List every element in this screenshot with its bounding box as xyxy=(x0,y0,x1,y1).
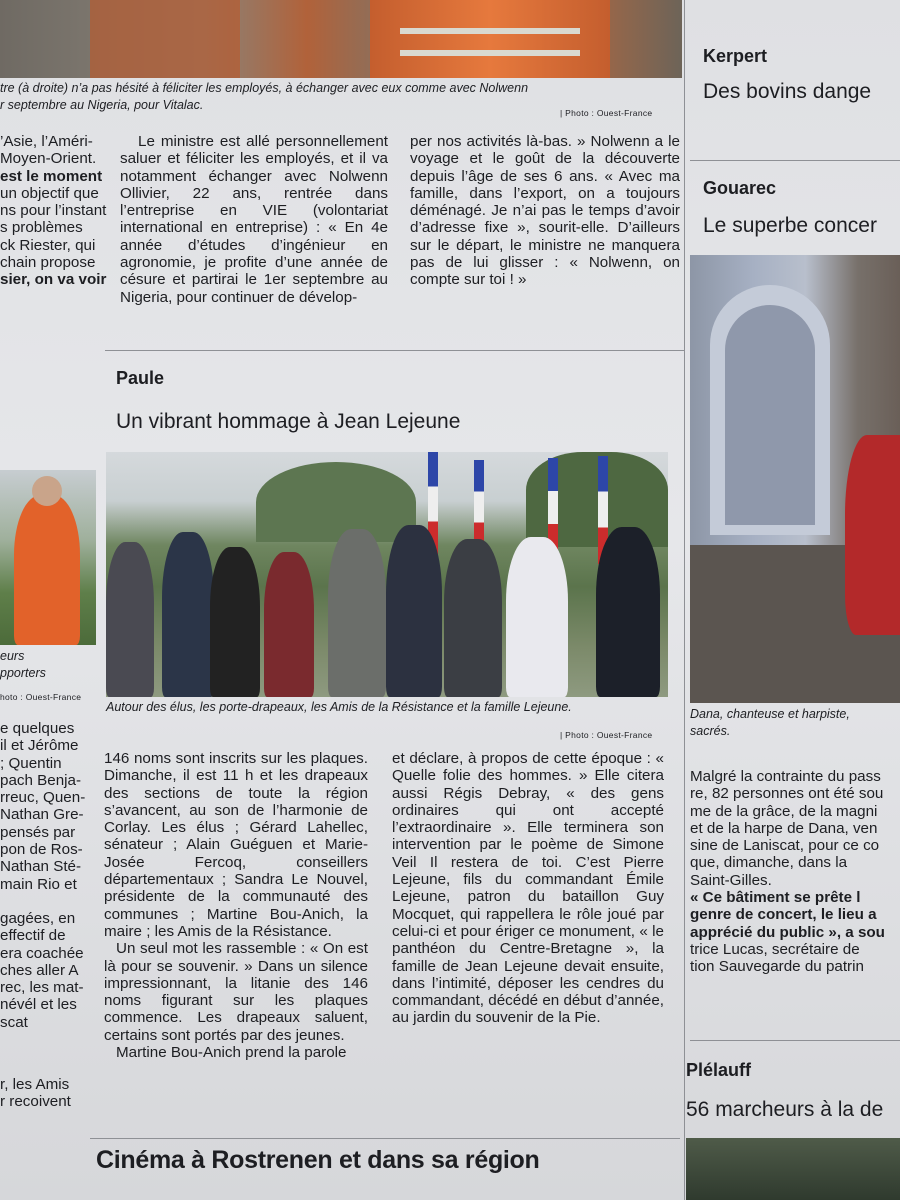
text-fragment: apprécié du public », a sou xyxy=(690,923,885,941)
plelauff-headline: 56 marcheurs à la de xyxy=(686,1098,884,1121)
concert-article xyxy=(690,768,900,976)
text-fragment: main Rio et xyxy=(0,875,77,893)
text-fragment: trice Lucas, secrétaire de xyxy=(690,940,860,958)
text-fragment: effectif de xyxy=(0,927,66,945)
photo-caption: Autour des élus, les porte-drapeaux, les Amis de la Résistance et la famille Lejeune. xyxy=(106,700,572,714)
text-fragment: me de la grâce, de la magni xyxy=(690,802,878,820)
text-fragment: un objectif que xyxy=(0,184,99,202)
article-paragraph: 146 noms sont inscrits sur les plaques. Dimanche, il est 11 h et les drapeaux des sections de toute la région s’avancent, au son de l’harmonie de Corlay. Les élus ; Gérard Lahellec, sénateur ; Alain Guéguen et Marie-Josée Fercoq, conseillers départementaux ; Sandra Le Nouvel, présidente de la communauté des communes ; Martine Bou-Anich, la maire ; les Amis de la Résistance. xyxy=(104,750,368,940)
text-fragment: Saint-Gilles. xyxy=(690,871,772,889)
top-article-col1: Le ministre est allé personnellement saluer et féliciter les employés, et il va notamment échanger avec Nolwenn Ollivier, 22 ans, rentrée dans l’entreprise en VIE (volontariat international en entreprise) : « En 4e année d’études d’ingénieur en agronomie, je profite d’une année de césure et partirai le 1er septembre au Nigeria, pour continuer de dévelop- xyxy=(120,133,388,306)
left-column-bottom xyxy=(0,720,90,1111)
text-fragment: rec, les mat- xyxy=(0,979,84,997)
text-fragment: ns pour l’instant xyxy=(0,202,107,220)
text-fragment: rreuc, Quen- xyxy=(0,789,86,807)
text-fragment: ches aller A xyxy=(0,961,79,979)
gouarec-headline: Le superbe concer xyxy=(703,214,877,237)
text-fragment: Dana, chanteuse et harpiste, xyxy=(690,707,850,721)
divider xyxy=(690,160,900,161)
concert-photo xyxy=(690,255,900,703)
divider xyxy=(105,350,685,351)
text-fragment xyxy=(0,1031,90,1076)
article-paragraph: Martine Bou-Anich prend la parole xyxy=(116,1044,347,1062)
text-fragment: r, les Amis xyxy=(0,1076,70,1094)
top-caption-line1: tre (à droite) n’a pas hésité à féliciter les employés, à échanger avec eux comme avec Nolwenn xyxy=(0,81,529,95)
gouarec-section: Gouarec xyxy=(703,178,777,198)
text-fragment: et de la harpe de Dana, ven xyxy=(690,819,878,837)
text-fragment: re, 82 personnes ont été sou xyxy=(690,785,884,803)
text-fragment: sier, on va voir xyxy=(0,271,107,289)
text-fragment: est le moment xyxy=(0,167,103,185)
article-col1 xyxy=(104,750,368,1061)
text-fragment: tion Sauvegarde du patrin xyxy=(690,958,864,976)
text-fragment: ck Riester, qui xyxy=(0,236,96,254)
kerpert-headline: Des bovins dange xyxy=(703,80,872,103)
text-fragment: névél et les xyxy=(0,996,77,1014)
bottom-headline: Cinéma à Rostrenen et dans sa région xyxy=(96,1146,540,1174)
divider xyxy=(690,1040,900,1041)
top-article-col2: per nos activités là-bas. » Nolwenn a le voyage et le goût de la découverte depuis l’âge de ses 6 ans. « Avec ma famille, dans l’export, on a toujours déménagé. Je n’ai pas le temps d’avoir d’adresse fixe », sourit-elle. D’ailleurs sur le départ, le ministre ne manquera pas de lui glisser : « Nolwenn, on compte sur toi ! » xyxy=(410,133,680,289)
left-photo xyxy=(0,470,96,645)
text-fragment: genre de concert, le lieu a xyxy=(690,906,877,924)
article-headline: Un vibrant hommage à Jean Lejeune xyxy=(116,410,461,433)
top-caption-line2: r septembre au Nigeria, pour Vitalac. xyxy=(0,98,204,112)
text-fragment: era coachée xyxy=(0,944,84,962)
plelauff-photo xyxy=(686,1138,900,1200)
text-fragment: gagées, en xyxy=(0,909,76,927)
text-fragment: Nathan Gre- xyxy=(0,806,84,824)
text-fragment: e quelques xyxy=(0,720,75,737)
section-label: Paule xyxy=(116,368,165,388)
ceremony-photo xyxy=(106,452,668,697)
kerpert-section: Kerpert xyxy=(703,46,768,66)
text-fragment: chain propose xyxy=(0,254,96,272)
text-fragment: « Ce bâtiment se prête l xyxy=(690,889,861,907)
text-fragment: Moyen-Orient. xyxy=(0,150,97,168)
column-divider xyxy=(684,0,685,1200)
top-photo-credit: | Photo : Ouest-France xyxy=(560,108,653,118)
text-fragment: scat xyxy=(0,1013,28,1031)
text-fragment: Malgré la contrainte du pass xyxy=(690,768,881,785)
text-fragment: pensés par xyxy=(0,823,76,841)
text-fragment: ’Asie, l’Améri- xyxy=(0,133,93,150)
left-credit: hoto : Ouest-France xyxy=(0,692,82,702)
text-fragment: eurs xyxy=(0,649,25,663)
text-fragment: sine de Laniscat, pour ce co xyxy=(690,837,880,855)
text-fragment: r recoivent xyxy=(0,1093,71,1111)
text-fragment: pach Benja- xyxy=(0,771,82,789)
text-fragment: ; Quentin xyxy=(0,754,62,772)
concert-caption xyxy=(690,706,850,740)
article-col2: et déclare, à propos de cette époque : « Quelle folie des hommes. » Elle citera aussi Régis Debray, « des gens ordinaires qui ont accepté l’extraordinaire ». Elle terminera son intervention par le poème de Simone Veil Il restera de toi. C’est Pierre Lejeune, fils du commandant Émile Lejeune, patron du bataillon Guy Mocquet, qui rappellera le rôle joué par celui-ci et pour ériger ce monument, « le panthéon du Centre-Bretagne », la famille de Jean Lejeune devait ensuite, dans l’intimité, déposer les cendres du commandant, décédé en début d’année, au jardin du souvenir de la Pie. xyxy=(392,750,664,1027)
text-fragment: sacrés. xyxy=(690,724,731,738)
text-fragment: pporters xyxy=(0,666,46,680)
top-photo xyxy=(0,0,682,78)
left-column-top xyxy=(0,133,107,289)
left-caption xyxy=(0,648,46,682)
text-fragment: Nathan Sté- xyxy=(0,858,82,876)
text-fragment: il et Jérôme xyxy=(0,737,79,755)
text-fragment: s problèmes xyxy=(0,219,83,237)
text-fragment: que, dimanche, dans la xyxy=(690,854,848,872)
text-fragment: pon de Ros- xyxy=(0,841,83,859)
plelauff-section: Plélauff xyxy=(686,1060,752,1080)
divider xyxy=(90,1138,680,1139)
photo-credit: | Photo : Ouest-France xyxy=(560,730,653,740)
article-paragraph: Un seul mot les rassemble : « On est là pour se souvenir. » Dans un silence impressionnant, la litanie des 146 noms figurant sur les plaques commence. Les drapeaux saluent, certains sont portés par des jeunes. xyxy=(104,940,368,1044)
text-fragment xyxy=(0,893,90,910)
